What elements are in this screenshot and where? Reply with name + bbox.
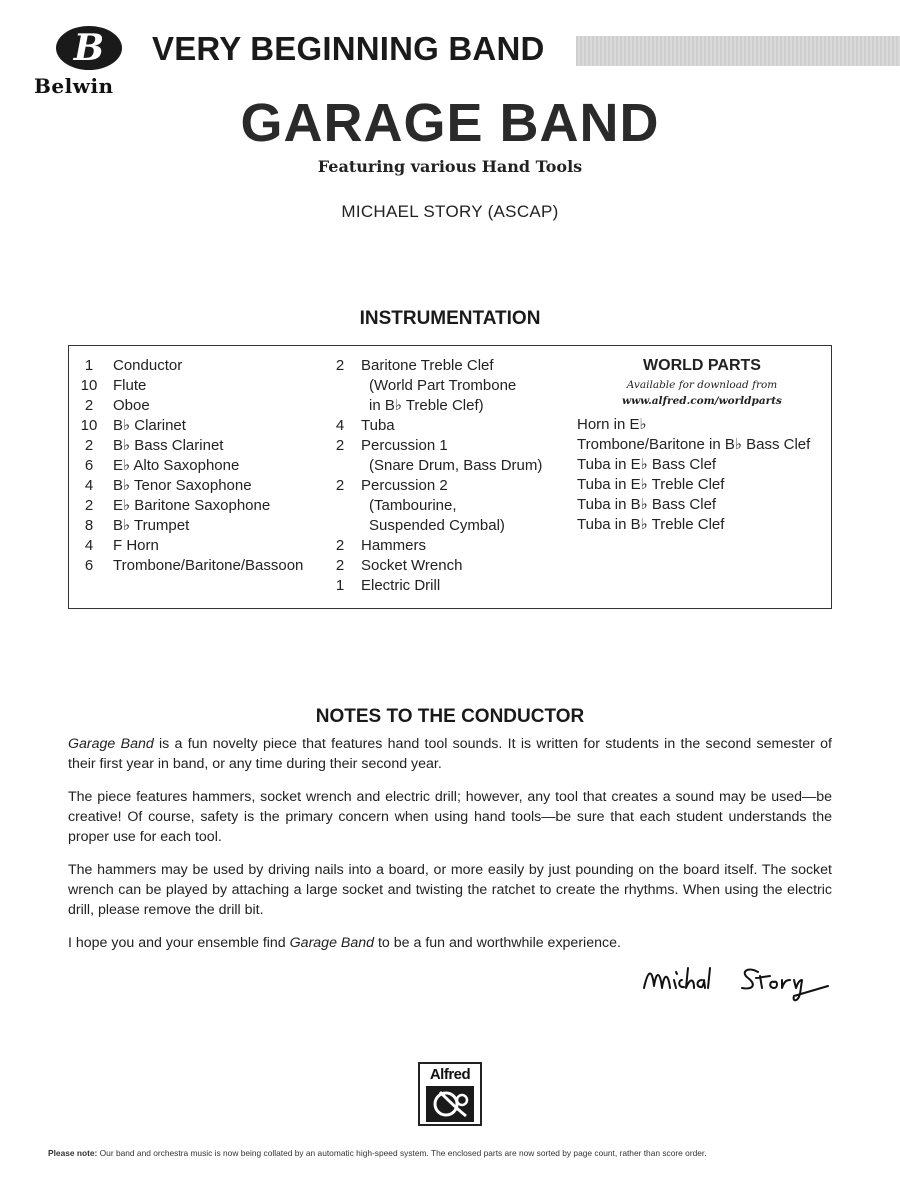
instrument-qty: 4 <box>335 417 345 434</box>
instrument-row <box>325 556 542 576</box>
instrument-qty: 1 <box>84 357 94 374</box>
instrument-qty <box>325 376 355 396</box>
piece-title: GARAGE BAND <box>240 93 660 153</box>
instrument-row <box>325 356 542 376</box>
instrument-qty <box>325 516 355 536</box>
instrument-name: F Horn <box>113 537 159 554</box>
world-parts-url: www.alfred.com/worldparts <box>622 395 782 407</box>
instrument-name: B♭ Clarinet <box>113 417 186 434</box>
instrument-name: B♭ Bass Clarinet <box>113 437 224 454</box>
instrument-row <box>73 416 303 436</box>
instrument-name: B♭ Trumpet <box>113 517 190 534</box>
instrument-row <box>73 516 303 536</box>
notes-paragraph-4 <box>68 933 832 953</box>
instrument-row <box>325 476 542 496</box>
instrument-name: Flute <box>113 377 147 394</box>
notes-text: is a fun novelty piece that features hand tool sounds. It is written for students in the second semester of their first year in band, or any time during their second year. <box>68 736 832 772</box>
instrument-name: Socket Wrench <box>361 557 463 574</box>
alfred-logo <box>418 1062 482 1126</box>
instrument-qty: 2 <box>335 557 345 574</box>
instrumentation-box <box>68 345 832 609</box>
alfred-logo-name: Alfred <box>429 1066 471 1083</box>
instrument-row <box>325 456 542 476</box>
instrument-qty: 2 <box>335 437 345 454</box>
instrument-name: in B♭ Treble Clef) <box>369 397 484 414</box>
instrument-name: Conductor <box>113 357 183 374</box>
instrument-row <box>73 356 303 376</box>
notes-body <box>68 734 832 966</box>
world-part-item: Trombone/Baritone in B♭ Bass Clef <box>577 436 811 453</box>
instrument-row <box>73 456 303 476</box>
world-part-item: Tuba in B♭ Bass Clef <box>577 496 717 513</box>
instrument-qty: 8 <box>84 517 94 534</box>
instrument-name: (Tambourine, <box>369 497 457 514</box>
instrument-row <box>325 536 542 556</box>
notes-paragraph-3: The hammers may be used by driving nails into a board, or more easily by just pounding on the board itself. The socket wrench can be played by attaching a large socket and twisting the ratchet to create the rhythms. When using the electric drill, please remove the drill bit. <box>68 862 832 918</box>
instrument-name: Percussion 1 <box>361 437 448 454</box>
instrument-qty: 2 <box>335 357 345 374</box>
piece-title-reference: Garage Band <box>289 935 375 951</box>
composer-signature <box>638 958 838 1006</box>
footnote-label: Please note: <box>48 1148 98 1158</box>
piece-subtitle: Featuring various Hand Tools <box>317 157 583 176</box>
footnote-text: Our band and orchestra music is now being collated by an automatic high-speed system. The enclosed parts are now sorted by page count, rather than score order. <box>97 1148 707 1158</box>
instrument-name: E♭ Baritone Saxophone <box>113 497 271 514</box>
notes-heading: NOTES TO THE CONDUCTOR <box>315 706 585 727</box>
instrument-qty: 2 <box>335 477 345 494</box>
world-part-item: Tuba in B♭ Treble Clef <box>577 516 725 533</box>
instrument-row <box>325 436 542 456</box>
instrument-name: (World Part Trombone <box>369 377 517 394</box>
instrument-qty: 6 <box>84 457 94 474</box>
series-title: VERY BEGINNING BAND <box>152 30 545 67</box>
instrument-name: Hammers <box>361 537 427 554</box>
instrument-qty: 2 <box>84 397 94 414</box>
instrument-row <box>325 376 542 396</box>
instrument-row <box>73 556 303 576</box>
instrument-qty <box>325 496 355 516</box>
instrument-row <box>325 496 542 516</box>
instrument-row <box>73 536 303 556</box>
world-part-item: Tuba in E♭ Treble Clef <box>577 476 725 493</box>
world-part-item: Tuba in E♭ Bass Clef <box>577 456 717 473</box>
footnote <box>48 1148 707 1158</box>
piece-title-reference: Garage Band <box>68 736 154 752</box>
instrument-column-1 <box>73 356 303 576</box>
instrument-name: Suspended Cymbal) <box>369 517 505 534</box>
instrument-row <box>325 416 542 436</box>
instrument-qty: 2 <box>84 437 94 454</box>
instrument-qty <box>325 456 355 476</box>
instrument-qty: 2 <box>84 497 94 514</box>
instrument-qty <box>325 396 355 416</box>
world-parts-availability: Available for download from <box>626 379 778 391</box>
instrument-row <box>73 396 303 416</box>
notes-paragraph-2: The piece features hammers, socket wrench and electric drill; however, any tool that creates a sound may be used—be creative! Of course, safety is the primary concern when using hand tools—be sure that each student understands the proper use for each tool. <box>68 789 832 845</box>
header-decorative-bar <box>576 36 900 66</box>
instrument-row <box>73 476 303 496</box>
instrument-name: Tuba <box>361 417 395 434</box>
instrument-qty: 2 <box>335 537 345 554</box>
instrument-name: Baritone Treble Clef <box>361 357 494 374</box>
instrument-column-2 <box>325 356 542 596</box>
instrument-row <box>325 576 542 596</box>
instrument-row <box>73 376 303 396</box>
notes-paragraph-1 <box>68 734 832 774</box>
world-parts-title: WORLD PARTS <box>643 357 761 374</box>
instrument-name: Oboe <box>113 397 150 414</box>
instrument-qty: 1 <box>335 577 345 594</box>
instrument-qty: 4 <box>84 477 94 494</box>
belwin-logo-word: Belwin <box>34 74 114 98</box>
notes-text: to be a fun and worthwhile experience. <box>374 935 621 951</box>
instrument-name: B♭ Tenor Saxophone <box>113 477 252 494</box>
instrument-row <box>325 396 542 416</box>
instrument-name: Percussion 2 <box>361 477 448 494</box>
world-part-item: Horn in E♭ <box>577 416 647 433</box>
instrument-row <box>325 516 542 536</box>
instrument-row <box>73 496 303 516</box>
instrument-qty: 10 <box>80 417 98 434</box>
instrument-qty: 4 <box>84 537 94 554</box>
instrument-name: E♭ Alto Saxophone <box>113 457 240 474</box>
instrument-row <box>73 436 303 456</box>
instrumentation-heading: INSTRUMENTATION <box>359 308 541 329</box>
instrument-qty: 6 <box>84 557 94 574</box>
instrument-name: Electric Drill <box>361 577 441 594</box>
belwin-logo-letter: B <box>73 27 105 69</box>
instrument-name: (Snare Drum, Bass Drum) <box>369 457 543 474</box>
belwin-logo <box>28 22 148 102</box>
belwin-logo-mark <box>56 26 122 70</box>
world-parts-column <box>577 356 827 535</box>
composer-credit: MICHAEL STORY (ASCAP) <box>341 202 559 221</box>
notes-text: I hope you and your ensemble find <box>68 935 290 951</box>
alfred-logo-emblem <box>426 1086 474 1122</box>
instrument-name: Trombone/Baritone/Bassoon <box>113 557 304 574</box>
instrument-qty: 10 <box>80 377 98 394</box>
